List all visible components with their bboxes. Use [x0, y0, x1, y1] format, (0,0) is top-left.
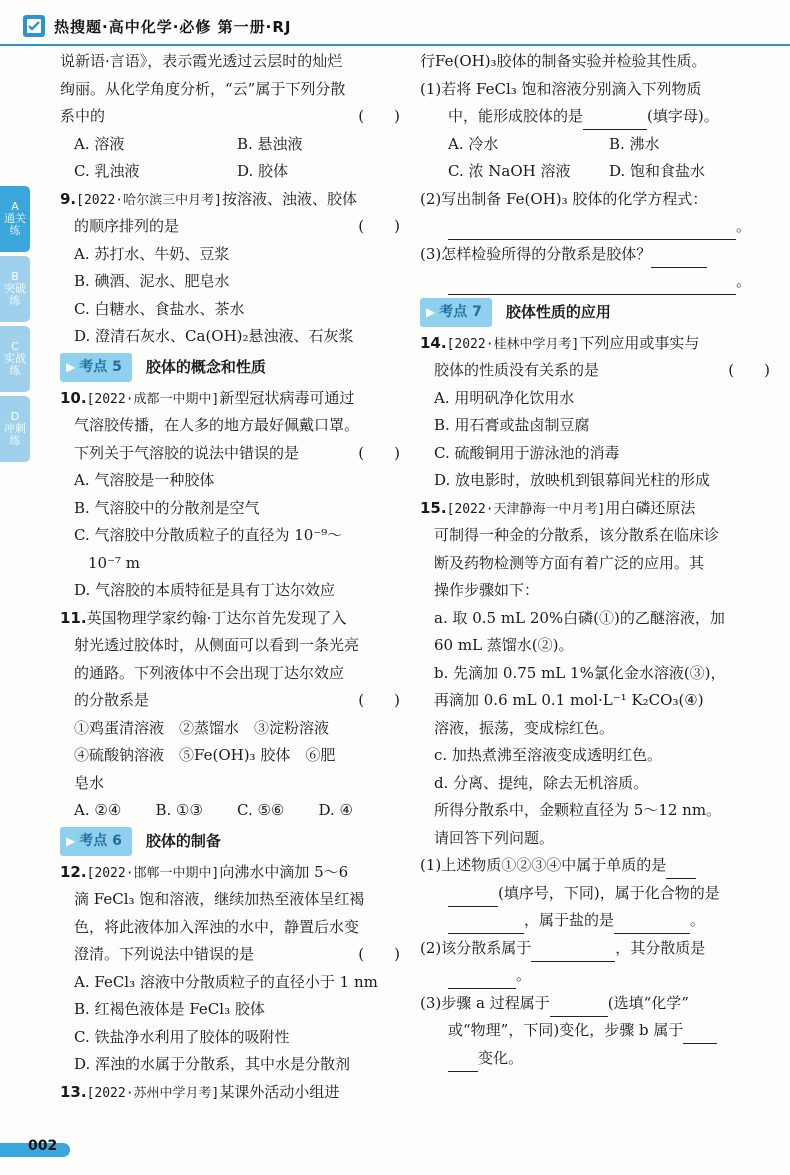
answer-paren[interactable]: ( ) [358, 217, 400, 235]
option-a[interactable]: A. FeCl₃ 溶液中分散质粒子的直径小于 1 nm [74, 972, 378, 991]
answer-paren[interactable]: ( ) [358, 945, 400, 963]
answer-paren[interactable]: ( ) [358, 691, 400, 709]
answer-blank[interactable] [550, 998, 608, 1017]
section-badge: ▶ 考点 7 [420, 298, 492, 327]
section-heading-5: ▶ 考点 5 胶体的概念和性质 [60, 354, 400, 382]
option-d[interactable]: D. 澄清石灰水、Ca(OH)₂悬浊液、石灰浆 [74, 327, 354, 345]
option-b[interactable]: B. 红褐色液体是 FeCl₃ 胶体 [74, 1000, 265, 1018]
tab-a[interactable]: A 通关练 [0, 186, 30, 252]
option-a[interactable]: A. 气溶胶是一种胶体 [74, 471, 215, 489]
answer-paren[interactable]: ( ) [728, 361, 770, 379]
left-column [60, 48, 400, 1106]
question-number: 13. [60, 1082, 87, 1101]
checklist-icon [22, 14, 46, 38]
answer-blank[interactable] [448, 276, 736, 295]
option-b[interactable]: B. 用石膏或盐卤制豆腐 [434, 416, 590, 434]
answer-blank[interactable] [531, 943, 615, 962]
question-14: 14.[2022·桂林中学月考]下列应用或事实与 胶体的性质没有关系的是 ( ) A. 用明矾净化饮用水 B. 用石膏或盐卤制豆腐 C. 硫酸铜用于游泳池的消毒 D. 放电影时，放映机到银幕间光柱的形成 [420, 330, 770, 495]
question-number: 10. [60, 388, 87, 407]
option-d[interactable]: D. 饱和食盐水 [609, 162, 706, 180]
option-a[interactable]: A. 溶液 [74, 134, 125, 153]
answer-blank[interactable] [448, 1053, 478, 1072]
option-d[interactable]: D. 气溶胶的本质特征是具有丁达尔效应 [74, 581, 336, 599]
tab-c[interactable]: C 实战练 [0, 326, 30, 392]
header-divider [0, 44, 790, 46]
tab-b[interactable]: B 突破练 [0, 256, 30, 322]
answer-blank[interactable] [651, 249, 707, 268]
answer-blank[interactable] [448, 915, 524, 934]
section-badge: ▶ 考点 6 [60, 827, 132, 856]
answer-blank[interactable] [448, 221, 736, 240]
question-9: 9.[2022·哈尔滨三中月考]按溶液、浊液、胶体 的顺序排列的是 ( ) A. 苏打水、牛奶、豆浆 B. 碘酒、泥水、肥皂水 C. 白糖水、食盐水、茶水 D. 澄清石灰水、Ca(OH)₂悬浊液、石灰浆 [60, 186, 400, 351]
question-source: [2022·哈尔滨三中月考] [76, 192, 222, 208]
answer-paren[interactable]: ( ) [358, 443, 400, 462]
option-c[interactable]: C. 气溶胶中分散质粒子的直径为 10⁻⁹～ [74, 526, 343, 544]
option-c[interactable]: C. ⑤⑥ [237, 801, 285, 819]
option-c[interactable]: C. 乳浊液 [74, 162, 140, 180]
option-d[interactable]: D. 放电影时，放映机到银幕间光柱的形成 [434, 471, 711, 489]
answer-blank[interactable] [448, 970, 516, 989]
page-number: 002 [28, 1138, 58, 1154]
question-12: 12.[2022·邯郸一中期中]向沸水中滴加 5～6 滴 FeCl₃ 饱和溶液，继续加热至液体呈红褐 色，将此液体加入浑浊的水中，静置后水变 澄清。下列说法中错误的是 ( ) A. FeCl₃ 溶液中分散质粒子的直径小于 1 nm B. 红褐色液体是 FeCl₃ 胶体 C. 铁盐净水利用了胶体的吸附性 D. 浑浊的水属于分散系，其中水是分散剂 [60, 859, 400, 1079]
question-number: 14. [420, 333, 447, 352]
option-c[interactable]: C. 白糖水、食盐水、茶水 [74, 299, 245, 318]
question-15: 15.[2022·天津静海一中月考]用白磷还原法 可制得一种金的分散系，该分散系在临床诊 断及药物检测等方面有着广泛的应用。其 操作步骤如下： a. 取 0.5 mL 20%白磷(①)的乙醚溶液，加 60 mL 蒸馏水(②)。 b. 先滴加 0.75 mL 1%氯化金水溶液(③)， 再滴加 0.6 mL 0.1 mol·L⁻¹ K₂CO₃(④) 溶液，振荡，变成棕红色。 c. 加热煮沸至溶液变成透明红色。 d. 分离、提纯，除去无机溶质。 所得分散系中，金颗粒直径为 5～12 nm。 请回答下列问题。 (1)上述物质①②③④中属于单质的是 (填序号，下同)，属于化合物的是 ，属于盐的是 。 (2)该分散系属于 ，其分散质是 。 (3)步骤 a 过程属于 (选填“化学” 或“物理”，下同)变化，步骤 b 属于 变化。 [420, 495, 770, 1073]
question-13: 行Fe(OH)₃胶体的制备实验并检验其性质。 (1)若将 FeCl₃ 饱和溶液分别滴入下列物质 中，能形成胶体的是 (填字母)。 A. 冷水 B. 沸水 C. 浓 NaOH 溶液 D. 饱和食盐水 (2)写出制备 Fe(OH)₃ 胶体的化学方程式： 。 (3)怎样检验所得的分散系是胶体？ 。 [420, 48, 770, 296]
question-number: 15. [420, 498, 447, 517]
question-number: 9. [60, 189, 77, 208]
option-d[interactable]: D. 胶体 [237, 162, 289, 180]
option-d[interactable]: D. ④ [318, 801, 353, 819]
question-source: [2022·邯郸一中期中] [86, 865, 220, 881]
section-tabs [0, 186, 30, 466]
question-13-start: 13.[2022·苏州中学月考]某课外活动小组进 [60, 1082, 340, 1101]
option-a[interactable]: A. 用明矾净化饮用水 [434, 388, 575, 407]
arrow-icon: ▶ [426, 305, 436, 319]
answer-paren[interactable]: ( ) [358, 107, 400, 125]
option-b[interactable]: B. 悬浊液 [237, 134, 303, 153]
answer-blank[interactable] [666, 860, 696, 879]
option-c[interactable]: C. 浓 NaOH 溶液 [448, 162, 571, 180]
tab-d[interactable]: D 冲刺练 [0, 396, 30, 462]
question-source: [2022·成都一中期中] [86, 391, 220, 407]
question-10: 10.[2022·成都一中期中]新型冠状病毒可通过 气溶胶传播，在人多的地方最好佩戴口罩。 下列关于气溶胶的说法中错误的是 ( ) A. 气溶胶是一种胶体 B. 气溶胶中的分散剂是空气 C. 气溶胶中分散质粒子的直径为 10⁻⁹～ 10⁻⁷ m D. 气溶胶的本质特征是具有丁达尔效应 [60, 385, 400, 605]
answer-blank[interactable] [583, 111, 647, 130]
answer-blank[interactable] [614, 915, 690, 934]
option-c[interactable]: C. 铁盐净水利用了胶体的吸附性 [74, 1027, 290, 1046]
page-footer [0, 1133, 90, 1163]
question-source: [2022·天津静海一中月考] [446, 501, 606, 517]
option-b[interactable]: B. ①③ [155, 801, 203, 819]
question-source: [2022·桂林中学月考] [446, 336, 580, 352]
option-b[interactable]: B. 碘酒、泥水、肥皂水 [74, 272, 230, 290]
question-source: [2022·苏州中学月考] [86, 1085, 220, 1101]
header-title: 热搜题·高中化学·必修 第一册·RJ [54, 17, 292, 36]
question-11: 11.英国物理学家约翰·丁达尔首先发现了入 射光透过胶体时，从侧面可以看到一条光亮 的通路。下列液体中不会出现丁达尔效应 的分散系是 ( ) ①鸡蛋清溶液 ②蒸馏水 ③淀粉溶液 ④硫酸钠溶液 ⑤Fe(OH)₃ 胶体 ⑥肥 皂水 A. ②④ B. ①③ C. ⑤⑥ D. ④ [60, 605, 400, 825]
section-heading-7: ▶ 考点 7 胶体性质的应用 [420, 299, 770, 327]
section-badge: ▶ 考点 5 [60, 353, 132, 382]
option-c[interactable]: C. 硫酸铜用于游泳池的消毒 [434, 443, 620, 462]
answer-blank[interactable] [448, 888, 498, 907]
option-a[interactable]: A. ②④ [74, 801, 122, 819]
question-number: 12. [60, 862, 87, 881]
arrow-icon: ▶ [66, 360, 76, 374]
option-d[interactable]: D. 浑浊的水属于分散系，其中水是分散剂 [74, 1055, 351, 1073]
option-b[interactable]: B. 气溶胶中的分散剂是空气 [74, 498, 260, 517]
arrow-icon: ▶ [66, 834, 76, 848]
option-a[interactable]: A. 苏打水、牛奶、豆浆 [74, 244, 230, 263]
answer-blank[interactable] [683, 1025, 717, 1044]
question-8: 说新语·言语》，表示霞光透过云层时的灿烂 绚丽。从化学角度分析，“云”属于下列分散 系中的 ( ) A. 溶液 B. 悬浊液 C. 乳浊液 D. 胶体 [60, 48, 400, 186]
option-a[interactable]: A. 冷水 [448, 134, 499, 153]
page-header [22, 10, 291, 42]
right-column [420, 48, 770, 1072]
question-number: 11. [60, 608, 87, 627]
section-heading-6: ▶ 考点 6 胶体的制备 [60, 828, 400, 856]
option-b[interactable]: B. 沸水 [609, 134, 660, 153]
